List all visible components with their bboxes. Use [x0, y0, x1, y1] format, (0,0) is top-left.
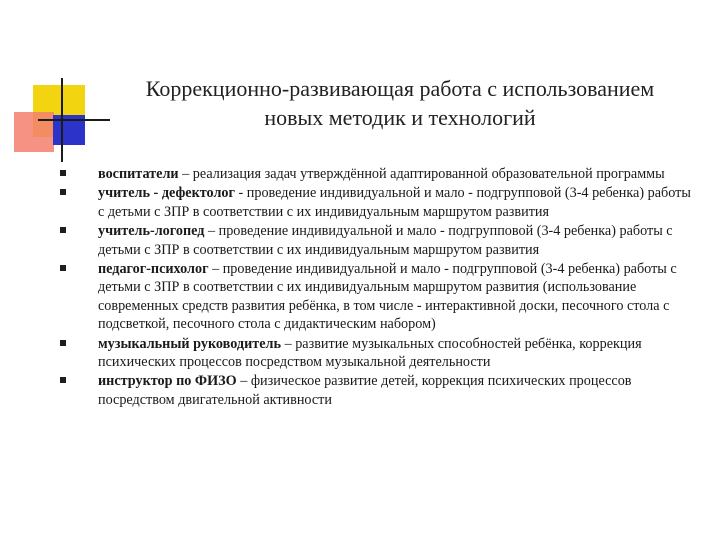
slide-title [100, 74, 700, 132]
logo-red-square [14, 112, 54, 152]
slide-title-line2: новых методик и технологий [264, 105, 536, 130]
role-name: учитель-логопед [98, 223, 205, 240]
role-description: – реализация задач утверждённой адаптированной образовательной программы [178, 166, 665, 182]
bullet-icon [60, 265, 66, 271]
slide-title-line1: Коррекционно-развивающая работа с использованием [145, 76, 655, 101]
role-description: – проведение индивидуальной и мало - подгрупповой (3-4 ребенка) работы с детьми с ЗПР в соответствии с их индивидуальным маршрутом развития (использование современных средств развития ребёнка, в том числе - интерактивной доски, песочного стола с подсветкой, песочного стола с дидактическим набором) [98, 261, 677, 333]
role-name: музыкальный руководитель [98, 335, 282, 352]
role-name: учитель - дефектолог [98, 185, 235, 202]
roles-list [60, 165, 700, 409]
list-item [60, 260, 700, 334]
role-name: педагог-психолог [98, 261, 209, 278]
list-item [60, 222, 700, 259]
role-description: – проведение индивидуальной и мало - подгрупповой (3-4 ребенка) работы с детьми с ЗПР в соответствии с их индивидуальным маршрутом развития [98, 223, 673, 258]
bullet-icon [60, 227, 66, 233]
bullet-icon [60, 189, 66, 195]
role-name: инструктор по ФИЗО [98, 373, 237, 390]
role-description: - проведение индивидуальной и мало - подгрупповой (3-4 ребенка) работы с детьми с ЗПР в соответствии с их индивидуальным маршрутом развития [98, 185, 691, 220]
role-name: воспитатели [98, 166, 179, 182]
bullet-icon [60, 340, 66, 346]
bullet-icon [60, 170, 66, 176]
role-description: – развитие музыкальных способностей ребёнка, коррекция психических процессов посредством музыкальной деятельности [98, 335, 642, 371]
list-item [60, 184, 700, 221]
corner-logo-graphic [0, 0, 110, 170]
list-item [60, 165, 700, 183]
list-item [60, 335, 700, 372]
role-description: – физическое развитие детей, коррекция психических процессов посредством двигательной активности [98, 373, 632, 408]
bullet-icon [60, 377, 66, 383]
list-item [60, 372, 700, 409]
